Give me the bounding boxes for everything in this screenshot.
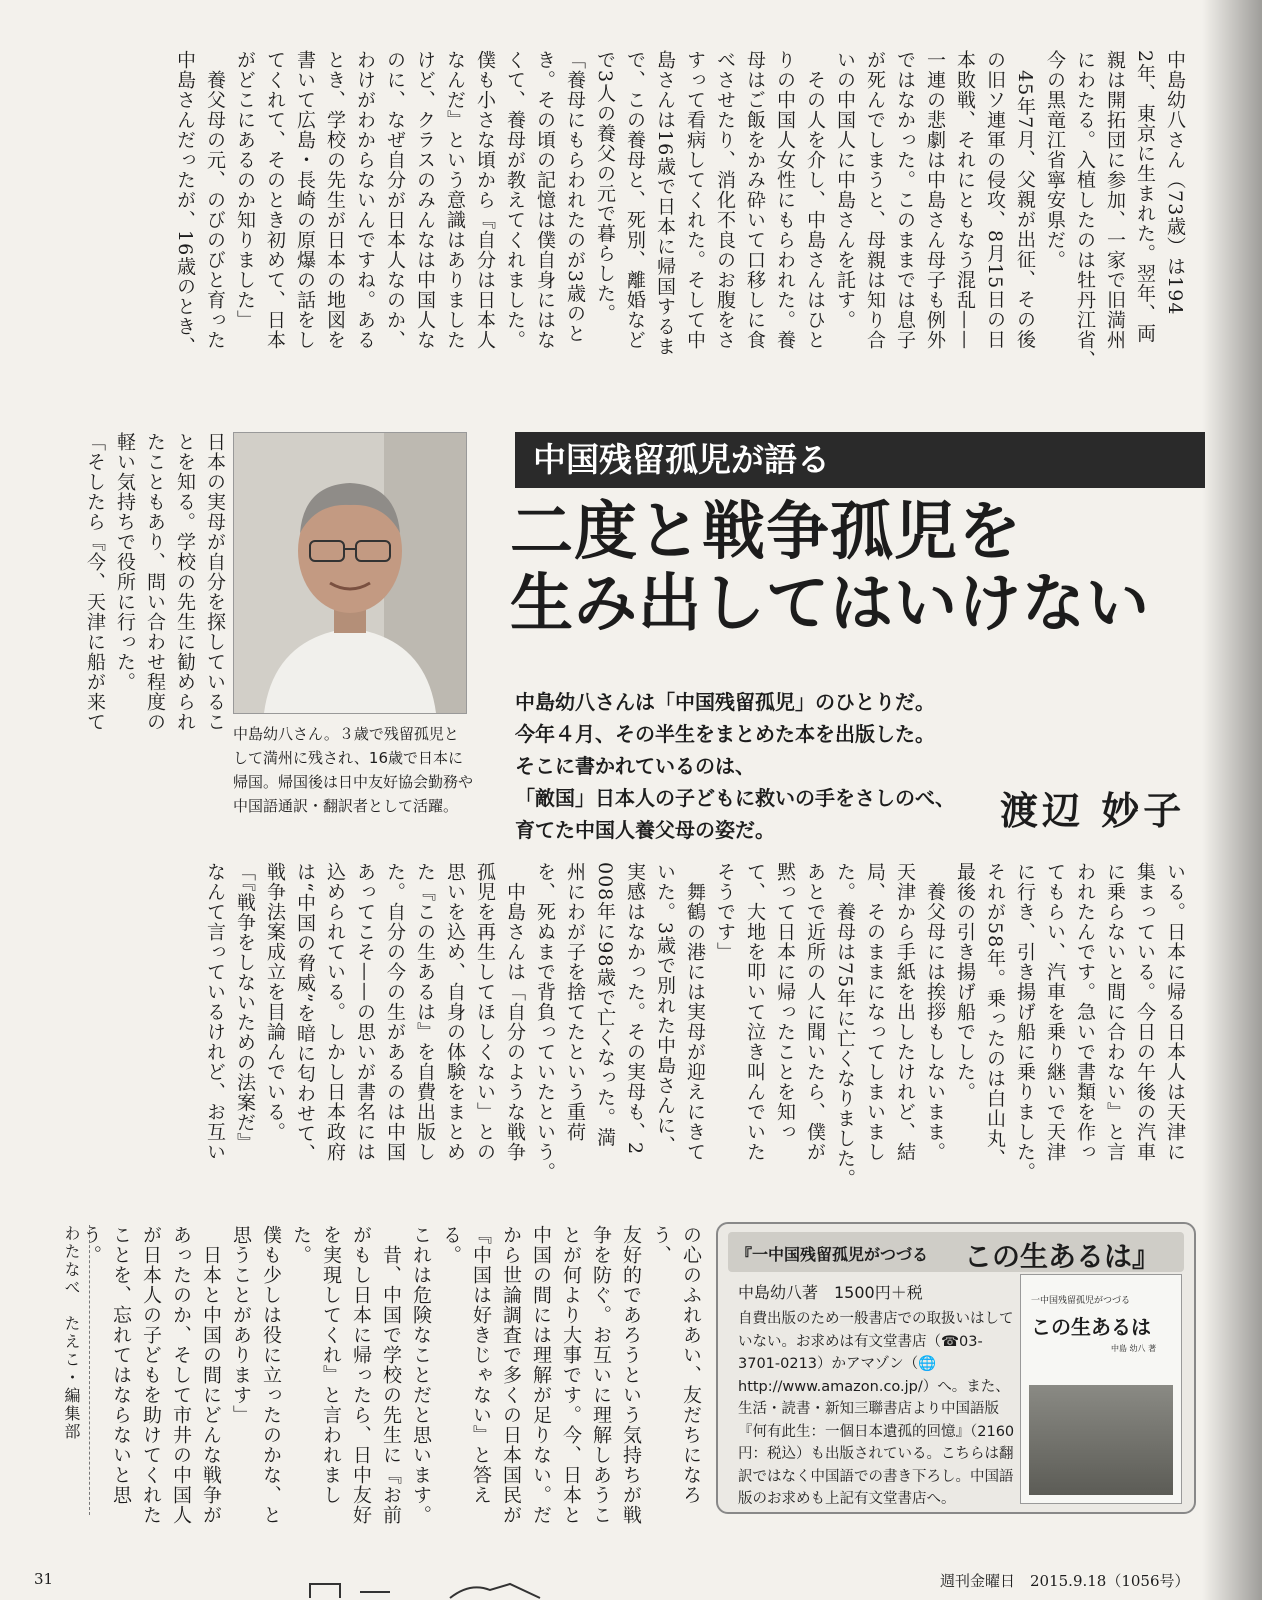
- text-line: のに、なぜ自分が日本人なのか、: [384, 50, 406, 350]
- text-line: なんだ』という意識はありました: [444, 50, 466, 350]
- text-line: で、この養母と、死別、離婚など: [624, 50, 646, 350]
- text-line: 友好的であろうという気持ちが戦: [620, 1225, 642, 1525]
- text-line: これは危険なことだと思います。: [410, 1225, 432, 1525]
- lead-line: そこに書かれているのは、: [515, 754, 755, 778]
- text-line: 中島さんだったが、16歳のとき、: [174, 50, 196, 357]
- text-line: 中国の間には理解が足りない。だ: [530, 1225, 552, 1525]
- text-line: 島さんは16歳で日本に帰国するま: [654, 50, 676, 357]
- text-line: 戦争法案成立を目論んでいる。: [264, 862, 286, 1142]
- text-line: き。その頃の記憶は僕自身にはな: [534, 50, 556, 350]
- lead-line: 中島幼八さんは「中国残留孤児」のひとりだ。: [515, 690, 935, 714]
- bottom-article-block: [80, 1225, 706, 1525]
- text-line: 実感はなかった。その実母も、2: [624, 862, 646, 1156]
- text-line: とを知る。学校の先生に勧められ: [174, 432, 196, 732]
- text-line: べさせたり、消化不良のお腹をさ: [714, 50, 736, 350]
- lead-line: 「敵国」日本人の子どもに救いの手をさしのべ、: [515, 786, 955, 810]
- portrait-photo: [233, 432, 467, 714]
- text-line: 孤児を再生してほしくない」との: [474, 862, 496, 1162]
- book-ad-title: [728, 1232, 1184, 1272]
- text-line: あってこそ——の思いが書名には: [354, 862, 376, 1162]
- text-line: いた。3歳で別れた中島さんに、: [654, 862, 676, 1156]
- text-line: から世論調査で多くの日本国民が: [500, 1225, 522, 1525]
- text-line: 争を防ぐ。お互いに理解しあうこ: [590, 1225, 612, 1525]
- book-cover-image: [1020, 1274, 1182, 1504]
- lead-line: 育てた中国人養父母の姿だ。: [515, 818, 775, 842]
- text-line: 中島さんは「自分のような戦争: [504, 862, 526, 1162]
- text-line: 母はご飯をかみ砕いて口移しに食: [744, 50, 766, 350]
- text-line: 今の黒竜江省寧安県だ。: [1044, 50, 1066, 270]
- book-cover-author: 中島 幼八 著: [1111, 1344, 1157, 1353]
- author-name: 渡辺 妙子: [1000, 788, 1186, 833]
- text-line: は“中国の脅威”を暗に匂わせて、: [294, 862, 316, 1164]
- text-line: たこともあり、問い合わせ程度の: [144, 432, 166, 732]
- text-line: た。自分の今の生があるのは中国: [384, 862, 406, 1162]
- text-line: てもらい、汽車を乗り継いで天津: [1044, 862, 1066, 1162]
- book-cover-title: この生あるは: [1031, 1315, 1151, 1339]
- text-line: ではなかった。このままでは息子: [894, 50, 916, 350]
- text-line: がもし日本に帰ったら、日中友好: [350, 1225, 372, 1525]
- text-line: にわたる。入植したのは牡丹江省、: [1074, 50, 1096, 370]
- text-line: 養父母には挨拶もしないまま。: [924, 862, 946, 1162]
- text-line: 「養母にもらわれたのが3歳のと: [564, 50, 586, 344]
- photo-caption: 中島幼八さん。３歳で残留孤児として満州に残され、16歳で日本に帰国。帰国後は日中友好協会勤務や中国語通訳・翻訳者として活躍。: [233, 725, 474, 815]
- text-line: わけがわからないんですね。ある: [354, 50, 376, 350]
- text-line: とが何より大事です。今、日本と: [560, 1225, 582, 1525]
- book-ad-title-prefix: 『一中国残留孤児がつづる: [736, 1245, 929, 1264]
- text-line: 一連の悲劇は中島さん母子も例外: [924, 50, 946, 350]
- byline-signoff: わたなべ たえこ・編集部: [60, 1225, 90, 1515]
- middle-article-block: [70, 862, 1190, 1202]
- text-line: あとで近所の人に聞いたら、僕が: [804, 862, 826, 1162]
- text-line: われたんです。急いで書類を作っ: [1074, 862, 1096, 1162]
- page-number: 31: [34, 1570, 54, 1588]
- text-line: 『中国は好きじゃない』と答える。: [440, 1225, 492, 1505]
- book-ad-meta: 中島幼八著 1500円＋税: [738, 1283, 923, 1302]
- text-line: 「そしたら『今、天津に船が来て: [84, 432, 106, 732]
- magazine-issue: 週刊金曜日 2015.9.18（1056号）: [940, 1572, 1190, 1590]
- text-line: て、大地を叩いて泣き叫んでいた: [744, 862, 766, 1162]
- left-mid-block: [30, 432, 230, 792]
- kicker-banner: 中国残留孤児が語る: [515, 432, 1205, 488]
- text-line: 込められている。しかし日本政府: [324, 862, 346, 1162]
- text-line: が日本人の子どもを助けてくれた: [140, 1225, 162, 1525]
- text-line: に行き、引き揚げ船に乗りました。: [1014, 862, 1036, 1182]
- text-line: 昔、中国で学校の先生に『お前: [380, 1225, 402, 1525]
- text-line: で3人の養父の元で暮らした。: [594, 50, 616, 324]
- text-line: がどこにあるのか知りました」: [234, 50, 256, 330]
- text-line: なんて言っているけれど、お互い: [204, 862, 226, 1162]
- book-cover-subtitle: 一中国残留孤児がつづる: [1031, 1296, 1131, 1306]
- text-line: 中島幼八さん（73歳）は194: [1164, 50, 1186, 316]
- text-line: 軽い気持ちで役所に行った。: [114, 432, 136, 692]
- text-line: 2年、東京に生まれた。翌年、両: [1134, 50, 1156, 344]
- text-line: 日本の実母が自分を探しているこ: [204, 432, 226, 732]
- handwritten-marks: [300, 1580, 580, 1600]
- headline: [510, 496, 1210, 640]
- lead-text: [515, 686, 1035, 846]
- text-line: 天津から手紙を出したけれど、結: [894, 862, 916, 1162]
- book-ad-body: 自費出版のため一般書店での取扱いはしていない。お求めは有文堂書店（☎03-3701-0213）かアマゾン（🌐http://www.amazon.co.jp/）へ。また、生活・読書・新知三聯書店より中国語版『何有此生：一個日本遺孤的回憶』（2160円：税込）も出版されている。こちらは翻訳ではなく中国語での書き下ろし。中国語版のお求めも上記有文堂書店へ。: [738, 1311, 1015, 1507]
- text-line: 州にわが子を捨てたという重荷: [564, 862, 586, 1142]
- text-line: とき、学校の先生が日本の地図を: [324, 50, 346, 350]
- book-cover-photo: [1029, 1385, 1173, 1495]
- text-line: 最後の引き揚げ船でした。: [954, 862, 976, 1102]
- text-line: その人を介し、中島さんはひと: [804, 50, 826, 350]
- text-line: 008年に98歳で亡くなった。満: [594, 862, 616, 1148]
- text-line: てくれて、そのとき初めて、日本: [264, 50, 286, 350]
- text-line: 黙って日本に帰ったことを知っ: [774, 862, 796, 1142]
- text-line: た『この生あるは』を自費出版し: [414, 862, 436, 1162]
- text-line: 思うことがあります」: [230, 1225, 252, 1425]
- book-ad-title-main: この生あるは』: [964, 1240, 1161, 1273]
- lead-line: 今年４月、その半生をまとめた本を出版した。: [515, 722, 935, 746]
- text-line: 集まっている。今日の午後の汽車: [1134, 862, 1156, 1162]
- text-line: 舞鶴の港には実母が迎えにきて: [684, 862, 706, 1162]
- text-line: 本敗戦、それにともなう混乱——: [954, 50, 976, 350]
- page-edge-shadow: [1202, 0, 1262, 1600]
- headline-line-2: 生み出してはいけない: [510, 567, 1150, 640]
- text-line: あったのか、そして市井の中国人: [170, 1225, 192, 1525]
- text-line: 45年7月、父親が出征、その後: [1014, 50, 1036, 350]
- text-line: の心のふれあい、友だちになろう、: [650, 1225, 702, 1505]
- text-line: 養父母の元、のびのびと育った: [204, 50, 226, 350]
- text-line: けど、クラスのみんなは中国人な: [414, 50, 436, 350]
- text-line: に乗らないと間に合わない』と言: [1104, 862, 1126, 1162]
- text-line: た。養母は75年に亡くなりました。: [834, 862, 856, 1189]
- text-line: くて、養母が教えてくれました。: [504, 50, 526, 350]
- text-line: を、死ぬまで背負っていたという。: [534, 862, 556, 1182]
- book-ad: [716, 1222, 1196, 1514]
- text-line: 僕も少しは役に立ったのかな、と: [260, 1225, 282, 1525]
- text-line: 書いて広島・長崎の原爆の話をし: [294, 50, 316, 350]
- text-line: いる。日本に帰る日本人は天津に: [1164, 862, 1186, 1162]
- text-line: 日本と中国の間にどんな戦争が: [200, 1225, 222, 1525]
- top-article-block: [70, 50, 1190, 418]
- text-line: を実現してくれ』と言われました。: [290, 1225, 342, 1505]
- text-line: そうです」: [714, 862, 736, 962]
- text-line: 思いを込め、自身の体験をまとめ: [444, 862, 466, 1162]
- text-line: ことを、忘れてはならないと思う。: [80, 1225, 132, 1505]
- text-line: 「『戦争をしないための法案だ』: [234, 862, 256, 1153]
- text-line: の旧ソ連軍の侵攻、8月15日の日: [984, 50, 1006, 350]
- text-line: が死んでしまうと、母親は知り合: [864, 50, 886, 350]
- headline-line-1: 二度と戦争孤児を: [510, 495, 1022, 568]
- text-line: いの中国人に中島さんを託す。: [834, 50, 856, 330]
- text-line: 僕も小さな頃から『自分は日本人: [474, 50, 496, 350]
- text-line: それが58年。乗ったのは白山丸、: [984, 862, 1006, 1169]
- text-line: 親は開拓団に参加、一家で旧満州: [1104, 50, 1126, 350]
- text-line: 局、そのままになってしまいまし: [864, 862, 886, 1162]
- text-line: りの中国人女性にもらわれた。養: [774, 50, 796, 350]
- text-line: すって看病してくれた。そして中: [684, 50, 706, 350]
- portrait-illustration: [234, 433, 466, 713]
